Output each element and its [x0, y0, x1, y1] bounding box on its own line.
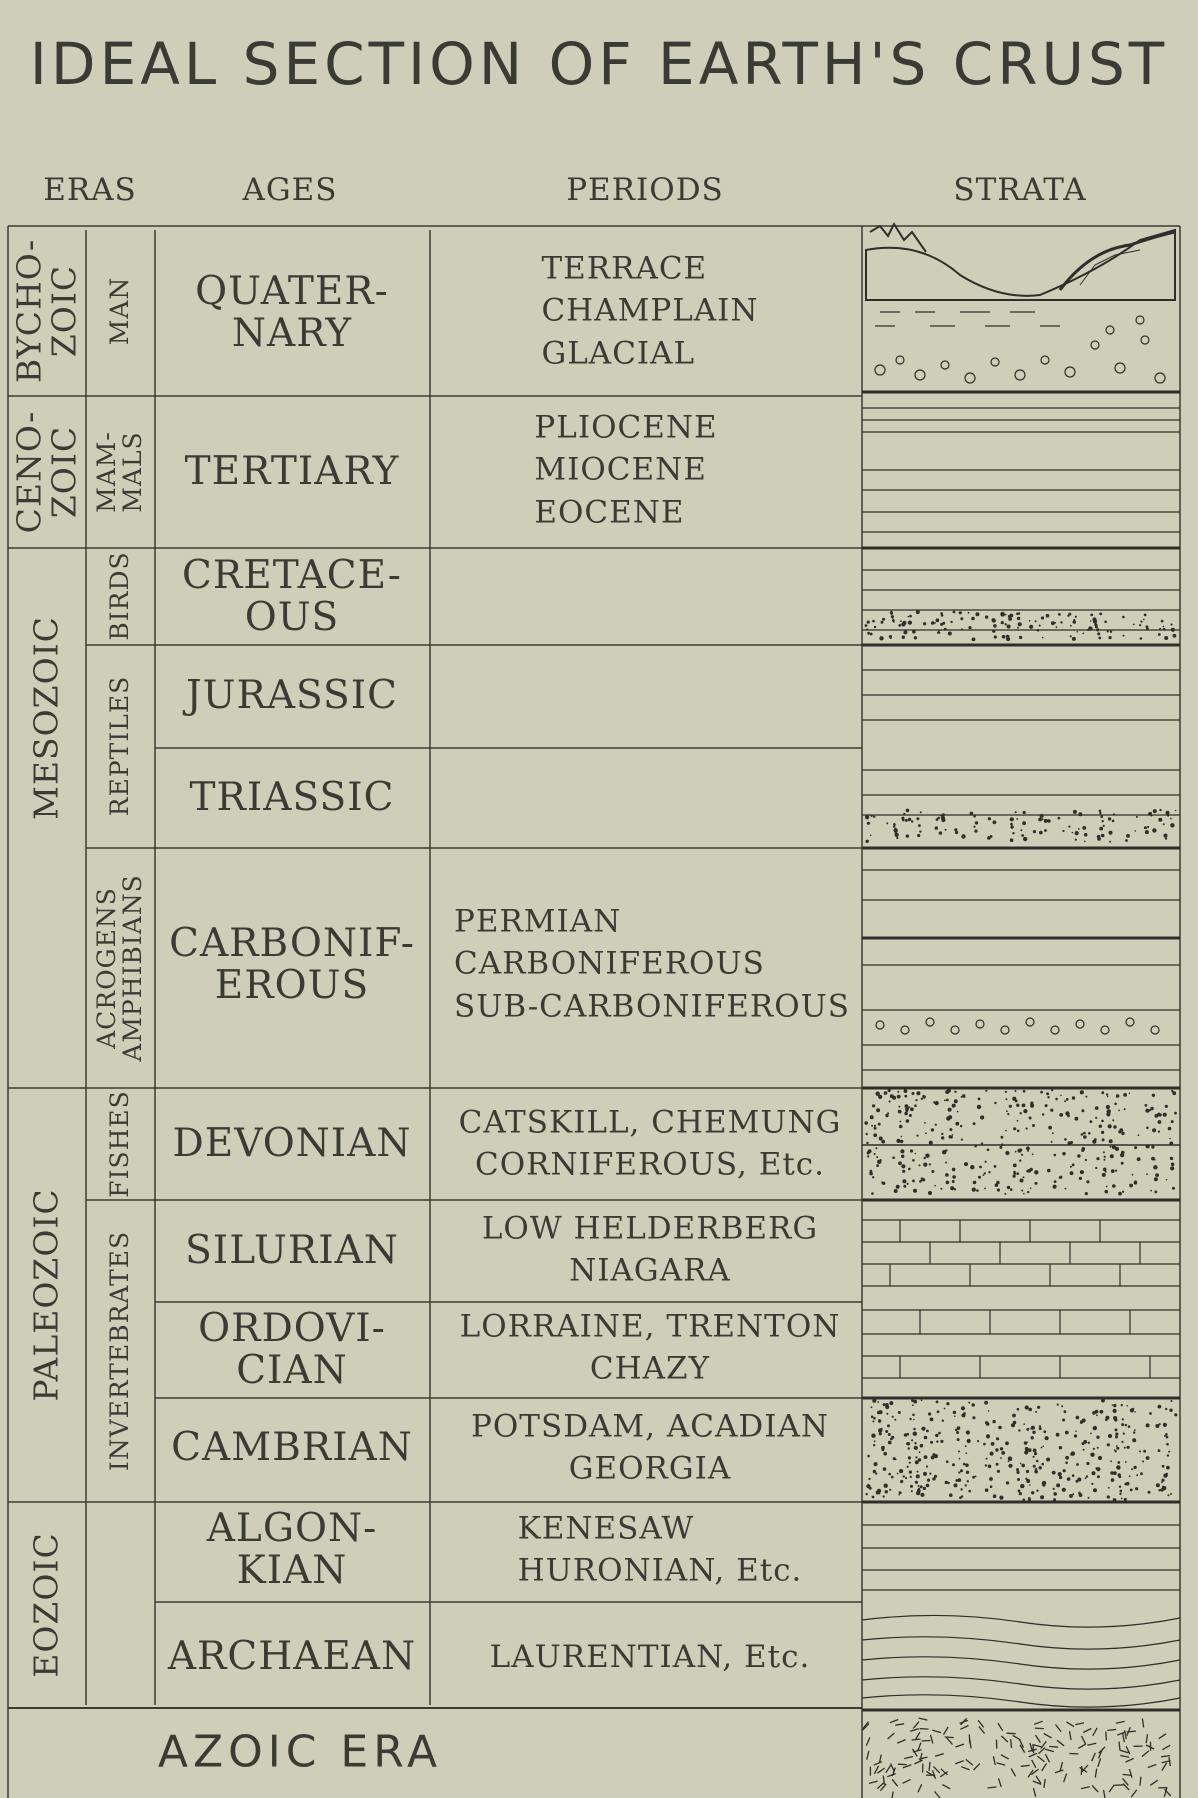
era-azoic: AZOIC ERA: [157, 1726, 443, 1778]
era-paleozoic: PALEOZOIC: [26, 1188, 66, 1402]
periods-ordovician: LORRAINE, TRENTON CHAZY: [459, 1308, 841, 1387]
age-cretaceous: CRETACE- OUS: [182, 552, 402, 640]
era-cenozoic: [9, 410, 83, 534]
life-mammals-label: MAM- MALS: [91, 431, 147, 513]
header-eras: ERAS: [43, 172, 137, 208]
periods-tertiary: PLIOCENE MIOCENE EOCENE: [534, 409, 718, 531]
periods-quaternary: TERRACE CHAMPLAIN GLACIAL: [541, 250, 759, 372]
age-ordovician: ORDOVI- CIAN: [198, 1305, 386, 1393]
periods-cambrian: POTSDAM, ACADIAN GEORGIA: [471, 1408, 829, 1487]
age-triassic: TRIASSIC: [189, 774, 395, 820]
era-psychozoic: [9, 238, 83, 384]
era-eozoic: EOZOIC: [26, 1532, 66, 1678]
era-mesozoic: MESOZOIC: [26, 616, 66, 820]
periods-archaean: LAURENTIAN, Etc.: [489, 1638, 811, 1675]
life-acrogens-label: ACROGENS AMPHIBIANS: [91, 874, 147, 1062]
page-title: IDEAL SECTION OF EARTH'S CRUST: [29, 30, 1169, 98]
life-man: MAN: [104, 276, 134, 346]
life-birds: BIRDS: [104, 551, 134, 641]
life-fishes: FISHES: [104, 1090, 134, 1198]
periods-silurian: LOW HELDERBERG NIAGARA: [481, 1210, 819, 1289]
age-tertiary: TERTIARY: [184, 448, 400, 494]
header-strata: STRATA: [953, 172, 1087, 208]
life-invertebrates: INVERTEBRATES: [104, 1230, 134, 1472]
age-silurian: SILURIAN: [185, 1227, 399, 1273]
age-quaternary: QUATER- NARY: [195, 268, 389, 356]
header-periods: PERIODS: [566, 172, 724, 208]
strata-textures: [863, 610, 1178, 1798]
life-mammals: [91, 431, 147, 513]
life-acrogens-amphibians: [91, 874, 147, 1062]
periods-carboniferous: PERMIAN CARBONIFEROUS SUB-CARBONIFEROUS: [453, 903, 851, 1025]
life-reptiles: REPTILES: [104, 675, 134, 817]
era-cenozoic-label: CENO- ZOIC: [9, 410, 83, 534]
header-ages: AGES: [242, 172, 338, 208]
age-archaean: ARCHAEAN: [167, 1633, 417, 1679]
age-devonian: DEVONIAN: [172, 1120, 412, 1166]
age-cambrian: CAMBRIAN: [171, 1424, 413, 1470]
age-algonkian: ALGON- KIAN: [206, 1505, 378, 1593]
age-jurassic: JURASSIC: [185, 672, 399, 718]
age-carboniferous: CARBONIF- EROUS: [169, 920, 415, 1008]
periods-algonkian: KENESAW HURONIAN, Etc.: [517, 1510, 803, 1589]
periods-devonian: CATSKILL, CHEMUNG CORNIFEROUS, Etc.: [458, 1104, 842, 1183]
era-psychozoic-label: BYCHO- ZOIC: [9, 238, 83, 384]
